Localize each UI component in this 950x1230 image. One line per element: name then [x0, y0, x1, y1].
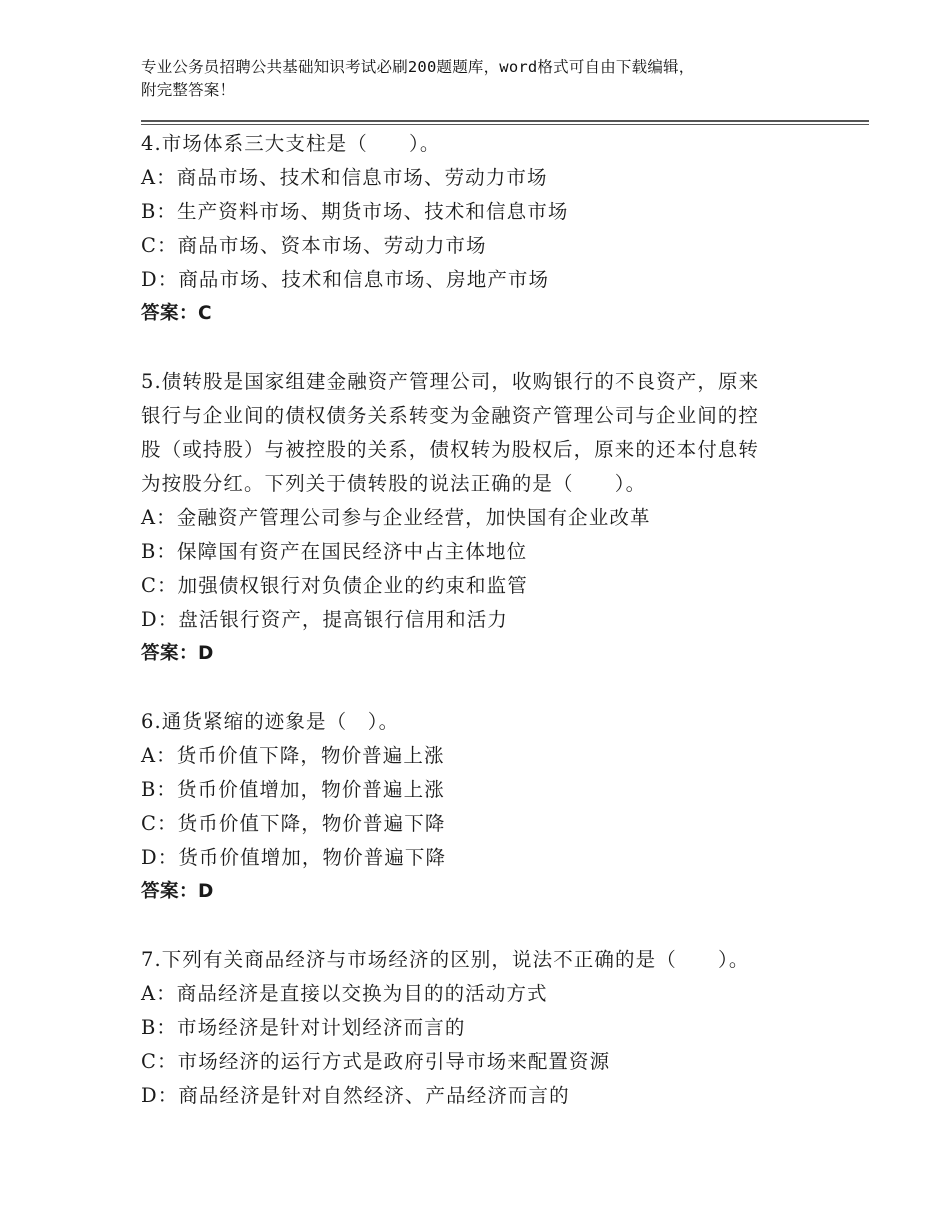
- answer-line: 答案：D: [141, 643, 214, 664]
- question-spacer: [141, 909, 869, 943]
- option-d: D：货币价值增加，物价普遍下降: [141, 846, 447, 869]
- question-spacer: [141, 671, 869, 705]
- option-c: C：市场经济的运行方式是政府引导市场来配置资源: [141, 1050, 611, 1073]
- document-header: [141, 56, 801, 102]
- option-a: A：金融资产管理公司参与企业经营，加快国有企业改革: [141, 506, 651, 529]
- option-c: C：商品市场、资本市场、劳动力市场: [141, 234, 487, 257]
- option-d: D：商品经济是针对自然经济、产品经济而言的: [141, 1084, 570, 1107]
- option-b: B：生产资料市场、期货市场、技术和信息市场: [141, 200, 569, 223]
- option-b: B：市场经济是针对计划经济而言的: [141, 1016, 466, 1039]
- option-a: A：商品经济是直接以交换为目的的活动方式: [141, 982, 548, 1005]
- option-b: B：货币价值增加，物价普遍上涨: [141, 778, 445, 801]
- option-d: D：盘活银行资产，提高银行信用和活力: [141, 608, 508, 631]
- header-line-1: 专业公务员招聘公共基础知识考试必刷200题题库，word格式可自由下载编辑，: [141, 58, 695, 76]
- question-6: [141, 705, 869, 909]
- option-c: C：货币价值下降，物价普遍下降: [141, 812, 446, 835]
- question-5: [141, 365, 869, 671]
- option-b: B：保障国有资产在国民经济中占主体地位: [141, 540, 528, 563]
- question-4: [141, 127, 869, 331]
- question-stem: 7.下列有关商品经济与市场经济的区别，说法不正确的是（ ）。: [141, 948, 750, 971]
- question-7: [141, 943, 869, 1113]
- question-stem-line-4: 为按股分红。下列关于债转股的说法正确的是（ ）。: [141, 472, 647, 495]
- header-divider-thin: [141, 124, 869, 125]
- option-a: A：商品市场、技术和信息市场、劳动力市场: [141, 166, 548, 189]
- question-stem-line-3: 股（或持股）与被控股的关系，债权转为股权后，原来的还本付息转: [141, 438, 760, 461]
- header-divider-thick: [141, 120, 869, 122]
- answer-line: 答案：D: [141, 881, 214, 902]
- question-list: [141, 127, 869, 1113]
- option-d: D：商品市场、技术和信息市场、房地产市场: [141, 268, 550, 291]
- answer-line: 答案：C: [141, 303, 213, 324]
- question-stem-line-2: 银行与企业间的债权债务关系转变为金融资产管理公司与企业间的控: [141, 404, 760, 427]
- question-stem-line-1: 5.债转股是国家组建金融资产管理公司，收购银行的不良资产，原来: [141, 370, 760, 393]
- question-spacer: [141, 331, 869, 365]
- question-stem: 4.市场体系三大支柱是（ ）。: [141, 132, 441, 155]
- option-c: C：加强债权银行对负债企业的约束和监管: [141, 574, 528, 597]
- option-a: A：货币价值下降，物价普遍上涨: [141, 744, 445, 767]
- header-line-2: 附完整答案！: [141, 81, 236, 99]
- question-stem: 6.通货紧缩的迹象是（ ）。: [141, 710, 400, 733]
